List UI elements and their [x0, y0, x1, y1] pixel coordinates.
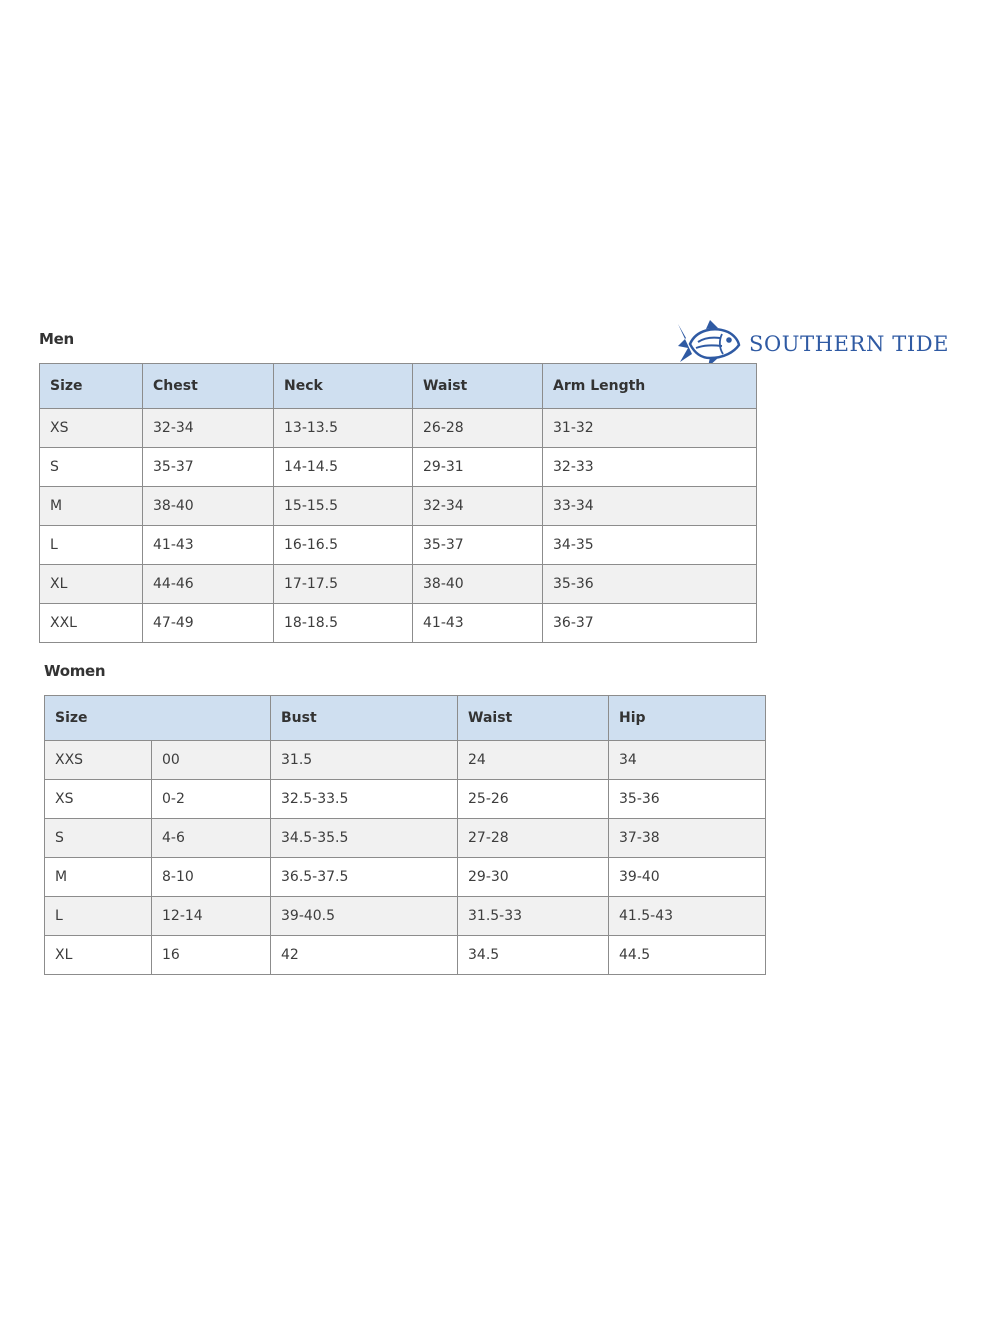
cell-size-number: 0-2	[152, 780, 271, 819]
cell-hip: 44.5	[609, 936, 766, 975]
column-header-chest: Chest	[143, 364, 274, 409]
cell-chest: 47-49	[143, 604, 274, 643]
men-size-table	[39, 363, 757, 643]
cell-waist: 24	[458, 741, 609, 780]
cell-chest: 44-46	[143, 565, 274, 604]
cell-waist: 34.5	[458, 936, 609, 975]
brand-wordmark: SOUTHERN TIDE	[749, 332, 950, 356]
table-row	[45, 780, 766, 819]
table-row	[40, 565, 757, 604]
cell-hip: 39-40	[609, 858, 766, 897]
cell-waist: 41-43	[413, 604, 543, 643]
cell-size: L	[45, 897, 152, 936]
cell-neck: 17-17.5	[274, 565, 413, 604]
table-row	[45, 897, 766, 936]
cell-bust: 31.5	[271, 741, 458, 780]
cell-waist: 35-37	[413, 526, 543, 565]
cell-size-number: 12-14	[152, 897, 271, 936]
table-row	[40, 487, 757, 526]
column-header-arm-length: Arm Length	[543, 364, 757, 409]
cell-waist: 29-31	[413, 448, 543, 487]
cell-size-number: 4-6	[152, 819, 271, 858]
cell-size: XS	[40, 409, 143, 448]
cell-size: M	[40, 487, 143, 526]
table-header-row	[45, 696, 766, 741]
column-header-size: Size	[40, 364, 143, 409]
cell-size: XL	[40, 565, 143, 604]
cell-waist: 27-28	[458, 819, 609, 858]
women-section-title: Women	[44, 662, 106, 680]
table-row	[45, 741, 766, 780]
cell-waist: 26-28	[413, 409, 543, 448]
cell-arm-length: 33-34	[543, 487, 757, 526]
cell-bust: 42	[271, 936, 458, 975]
cell-neck: 16-16.5	[274, 526, 413, 565]
cell-size: XS	[45, 780, 152, 819]
cell-size: M	[45, 858, 152, 897]
cell-neck: 15-15.5	[274, 487, 413, 526]
cell-neck: 14-14.5	[274, 448, 413, 487]
cell-neck: 18-18.5	[274, 604, 413, 643]
cell-size-number: 00	[152, 741, 271, 780]
cell-bust: 36.5-37.5	[271, 858, 458, 897]
table-row	[45, 858, 766, 897]
cell-hip: 35-36	[609, 780, 766, 819]
cell-chest: 32-34	[143, 409, 274, 448]
table-row	[45, 936, 766, 975]
cell-waist: 32-34	[413, 487, 543, 526]
cell-chest: 35-37	[143, 448, 274, 487]
men-section-title: Men	[39, 330, 74, 348]
cell-arm-length: 34-35	[543, 526, 757, 565]
table-row	[40, 448, 757, 487]
cell-arm-length: 36-37	[543, 604, 757, 643]
cell-size: XL	[45, 936, 152, 975]
cell-waist: 29-30	[458, 858, 609, 897]
cell-size: XXS	[45, 741, 152, 780]
cell-bust: 32.5-33.5	[271, 780, 458, 819]
cell-hip: 41.5-43	[609, 897, 766, 936]
women-size-table	[44, 695, 766, 975]
cell-waist: 38-40	[413, 565, 543, 604]
cell-size: XXL	[40, 604, 143, 643]
table-row	[40, 526, 757, 565]
cell-size: S	[45, 819, 152, 858]
cell-arm-length: 32-33	[543, 448, 757, 487]
cell-size: L	[40, 526, 143, 565]
column-header-neck: Neck	[274, 364, 413, 409]
cell-neck: 13-13.5	[274, 409, 413, 448]
cell-arm-length: 31-32	[543, 409, 757, 448]
cell-arm-length: 35-36	[543, 565, 757, 604]
column-header-bust: Bust	[271, 696, 458, 741]
cell-chest: 41-43	[143, 526, 274, 565]
table-header-row	[40, 364, 757, 409]
cell-bust: 39-40.5	[271, 897, 458, 936]
cell-bust: 34.5-35.5	[271, 819, 458, 858]
cell-chest: 38-40	[143, 487, 274, 526]
cell-size-number: 16	[152, 936, 271, 975]
cell-waist: 31.5-33	[458, 897, 609, 936]
cell-hip: 37-38	[609, 819, 766, 858]
column-header-hip: Hip	[609, 696, 766, 741]
cell-hip: 34	[609, 741, 766, 780]
cell-size: S	[40, 448, 143, 487]
column-header-waist: Waist	[413, 364, 543, 409]
cell-waist: 25-26	[458, 780, 609, 819]
table-row	[40, 409, 757, 448]
cell-size-number: 8-10	[152, 858, 271, 897]
column-header-size: Size	[45, 696, 271, 741]
table-row	[45, 819, 766, 858]
table-row	[40, 604, 757, 643]
column-header-waist: Waist	[458, 696, 609, 741]
